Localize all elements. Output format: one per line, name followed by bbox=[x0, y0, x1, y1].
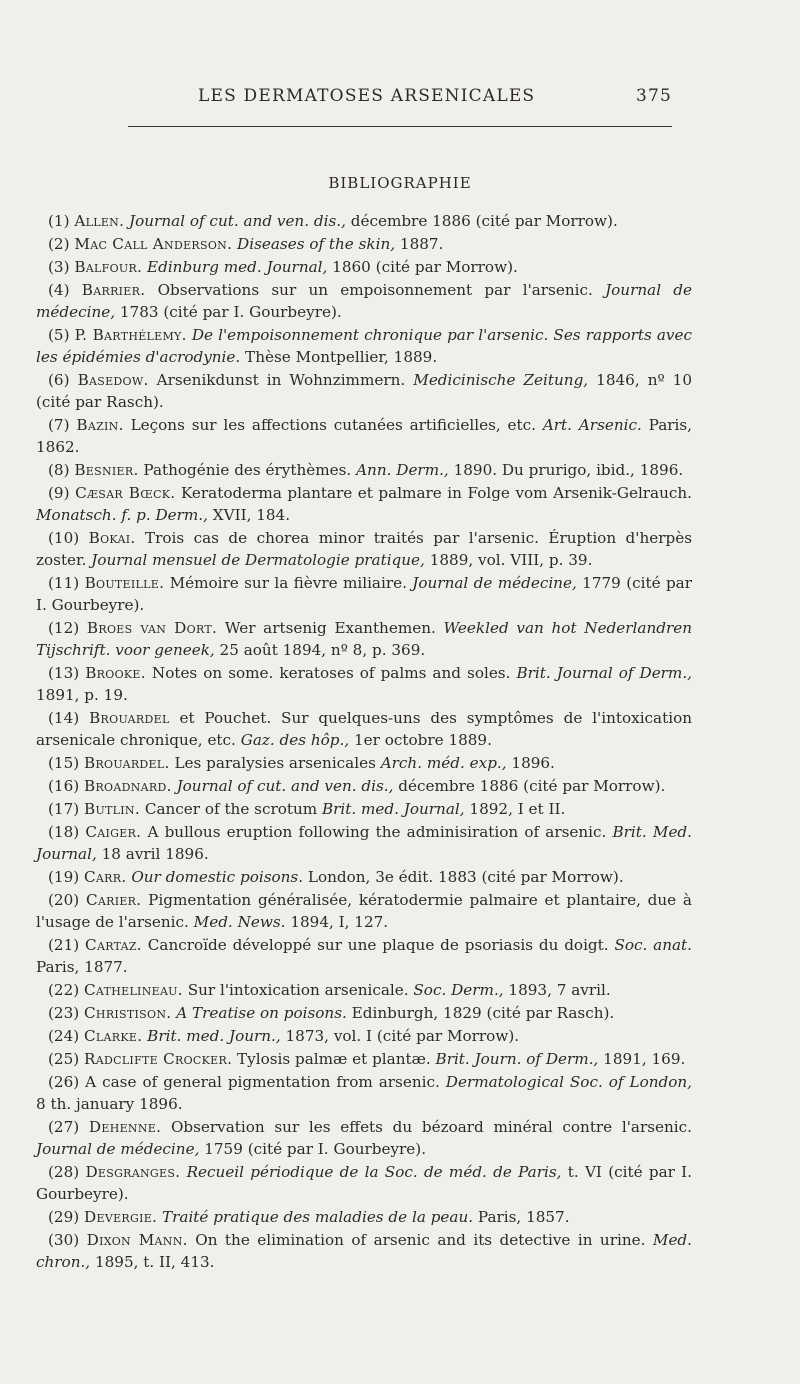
entry-author: Desgranges. bbox=[85, 1163, 181, 1181]
entry-text: Trois cas de chorea minor traités par l'arsenic. Éruption d'herpès zoster. bbox=[36, 529, 692, 569]
entry-details: 1er octobre 1889. bbox=[349, 731, 492, 749]
bibliography-entry bbox=[36, 889, 692, 933]
entry-text: Sur l'intoxication arsenicale. bbox=[182, 981, 414, 999]
bibliography-entry bbox=[36, 527, 692, 571]
entry-text: On the elimination of arsenic and its detective in urine. bbox=[187, 1231, 653, 1249]
entry-source: Journal de médecine, bbox=[36, 1140, 200, 1158]
entry-details: 1891, p. 19. bbox=[36, 686, 128, 704]
entry-text: Observation sur les effets du bézoard minéral contre l'arsenic. bbox=[161, 1118, 692, 1136]
entry-details: 1896. bbox=[506, 754, 555, 772]
entry-text: et Pouchet. Sur quelques-uns des symptômes de l'intoxication arsenicale chronique, etc. bbox=[36, 709, 692, 749]
entry-number: (5) bbox=[48, 326, 75, 344]
entry-author: Dixon Mann. bbox=[86, 1231, 188, 1249]
entry-source: Arch. méd. exp., bbox=[380, 754, 507, 772]
bibliography-entry bbox=[36, 617, 692, 661]
bibliography-entry bbox=[36, 1206, 692, 1228]
bibliography-entry bbox=[36, 752, 692, 774]
entry-details: 1887. bbox=[395, 235, 444, 253]
entry-details: Paris, 1862. bbox=[36, 416, 693, 456]
entry-source: Dermatological Soc. of London, bbox=[445, 1073, 693, 1091]
entry-author: Brouardel. bbox=[84, 754, 170, 772]
header-rule bbox=[128, 126, 672, 127]
page-number: 375 bbox=[635, 86, 672, 106]
entry-source: Brit. med. Journ., bbox=[147, 1027, 281, 1045]
bibliography-entry bbox=[36, 1048, 692, 1070]
entry-details: London, 3e édit. 1883 (cité par Morrow). bbox=[303, 868, 624, 886]
bibliography-entry bbox=[36, 798, 692, 820]
entry-details: 8 th. january 1896. bbox=[36, 1095, 183, 1113]
entry-text: A case of general pigmentation from arsenic. bbox=[85, 1073, 446, 1091]
bibliography-entry bbox=[36, 482, 692, 526]
entry-author: Bokai. bbox=[88, 529, 136, 547]
entry-text: Observations sur un empoisonnement par l'arsenic. bbox=[145, 281, 606, 299]
entry-text: Wer artsenig Exanthemen. bbox=[217, 619, 444, 637]
entry-details: Thèse Montpellier, 1889. bbox=[240, 348, 438, 366]
entry-author: Brouardel bbox=[89, 709, 170, 727]
entry-source: Brit. Journ. of Derm., bbox=[435, 1050, 599, 1068]
bibliography-entry bbox=[36, 256, 692, 278]
entry-number: (18) bbox=[48, 823, 86, 841]
entry-author: Cartaz. bbox=[85, 936, 142, 954]
entry-author: Caiger. bbox=[85, 823, 142, 841]
entry-details: 18 avril 1896. bbox=[96, 845, 209, 863]
entry-author: Devergie. bbox=[84, 1208, 158, 1226]
entry-number: (19) bbox=[48, 868, 85, 886]
running-header bbox=[198, 86, 672, 106]
entry-author: Mac Call Anderson. bbox=[74, 235, 233, 253]
entry-number: (8) bbox=[48, 461, 75, 479]
bibliography-entry bbox=[36, 572, 692, 616]
entry-text: Pigmentation généralisée, kératodermie palmaire et plantaire, due à l'usage de l'arsenic. bbox=[36, 891, 692, 931]
bibliography-entry bbox=[36, 979, 692, 1001]
entry-author: Barrier. bbox=[81, 281, 146, 299]
bibliography-entry bbox=[36, 775, 692, 797]
bibliography-entry bbox=[36, 279, 692, 323]
bibliography-entry bbox=[36, 1002, 692, 1024]
entry-details: Paris, 1877. bbox=[36, 958, 128, 976]
entry-text: Leçons sur les affections cutanées artificielles, etc. bbox=[123, 416, 543, 434]
entry-number: (30) bbox=[48, 1231, 87, 1249]
entry-author: Basedow. bbox=[77, 371, 149, 389]
entry-text: Keratoderma plantare et palmare in Folge vom Arsenik-Gelrauch. bbox=[175, 484, 693, 502]
entry-number: (11) bbox=[48, 574, 85, 592]
entry-details: 1892, I et II. bbox=[464, 800, 566, 818]
entry-number: (13) bbox=[48, 664, 86, 682]
entry-author: Broadnard. bbox=[84, 777, 172, 795]
entry-number: (2) bbox=[48, 235, 75, 253]
entry-number: (7) bbox=[48, 416, 77, 434]
bibliography-entry bbox=[36, 1025, 692, 1047]
entry-author: Cæsar Bœck. bbox=[75, 484, 176, 502]
entry-source: Edinburg med. Journal, bbox=[147, 258, 328, 276]
entry-author: Besnier. bbox=[74, 461, 139, 479]
bibliography-entry bbox=[36, 866, 692, 888]
entry-source: Med. chron., bbox=[36, 1231, 692, 1271]
bibliography-entry bbox=[36, 707, 692, 751]
entry-number: (28) bbox=[48, 1163, 86, 1181]
entry-source: Diseases of the skin, bbox=[237, 235, 396, 253]
entry-details: 1895, t. II, 413. bbox=[90, 1253, 215, 1271]
entry-number: (6) bbox=[48, 371, 78, 389]
bibliography-entry bbox=[36, 324, 692, 368]
entry-number: (3) bbox=[48, 258, 75, 276]
entry-text: Cancroïde développé sur une plaque de psoriasis du doigt. bbox=[141, 936, 615, 954]
entry-text: Notes on some. keratoses of palms and soles. bbox=[145, 664, 517, 682]
entry-number: (12) bbox=[48, 619, 87, 637]
entry-source: Recueil périodique de la Soc. de méd. de Paris, bbox=[186, 1163, 562, 1181]
entry-details: XVII, 184. bbox=[207, 506, 291, 524]
entry-author: Butlin. bbox=[84, 800, 140, 818]
bibliography-entry bbox=[36, 821, 692, 865]
entry-author: Broes van Dort. bbox=[86, 619, 218, 637]
bibliography-entry bbox=[36, 233, 692, 255]
entry-source: Soc. anat. bbox=[614, 936, 692, 954]
entry-number: (22) bbox=[48, 981, 85, 999]
entry-details: 25 août 1894, nº 8, p. 369. bbox=[214, 641, 426, 659]
entry-number: (10) bbox=[48, 529, 89, 547]
entry-text: Cancer of the scrotum bbox=[140, 800, 322, 818]
entry-source: Medicinische Zeitung, bbox=[413, 371, 589, 389]
bibliography-entry bbox=[36, 1229, 692, 1273]
entry-details: 1759 (cité par I. Gourbeyre). bbox=[199, 1140, 427, 1158]
entry-source: Brit. Med. Journal, bbox=[36, 823, 692, 863]
bibliography-entry bbox=[36, 459, 692, 481]
entry-details: 1889, vol. VIII, p. 39. bbox=[424, 551, 593, 569]
entry-source: Brit. med. Journal, bbox=[321, 800, 465, 818]
entry-author: Dehenne. bbox=[88, 1118, 162, 1136]
section-title: BIBLIOGRAPHIE bbox=[328, 174, 472, 192]
entry-number: (21) bbox=[48, 936, 86, 954]
entry-text: Tylosis palmæ et plantæ. bbox=[232, 1050, 436, 1068]
entry-details: 1894, I, 127. bbox=[285, 913, 389, 931]
entry-text: Pathogénie des érythèmes. bbox=[138, 461, 357, 479]
bibliography-entry bbox=[36, 1116, 692, 1160]
entry-source: Art. Arsenic. bbox=[542, 416, 642, 434]
entry-number: (9) bbox=[48, 484, 76, 502]
bibliography-entry bbox=[36, 934, 692, 978]
entry-source: Brit. Journal of Derm., bbox=[516, 664, 692, 682]
entry-text: A bullous eruption following the adminisiration of arsenic. bbox=[141, 823, 613, 841]
entry-number: (24) bbox=[48, 1027, 85, 1045]
bibliography-list bbox=[36, 210, 692, 1274]
entry-source: Soc. Derm., bbox=[413, 981, 504, 999]
entry-number: (14) bbox=[48, 709, 90, 727]
bibliography-entry bbox=[36, 1161, 692, 1205]
entry-source: Journal de médecine, bbox=[412, 574, 577, 592]
entry-details: 1893, 7 avril. bbox=[503, 981, 611, 999]
entry-source: Gaz. des hôp., bbox=[240, 731, 350, 749]
entry-details: Edinburgh, 1829 (cité par Rasch). bbox=[346, 1004, 615, 1022]
entry-author: Radclifte Crocker. bbox=[84, 1050, 233, 1068]
entry-author: Carr. bbox=[84, 868, 127, 886]
entry-author: Bouteille. bbox=[84, 574, 165, 592]
entry-source: Journal of cut. and ven. dis., bbox=[176, 777, 394, 795]
entry-number: (29) bbox=[48, 1208, 85, 1226]
entry-number: (25) bbox=[48, 1050, 85, 1068]
entry-number: (1) bbox=[48, 212, 75, 230]
entry-author: Christison. bbox=[84, 1004, 172, 1022]
entry-details: décembre 1886 (cité par Morrow). bbox=[345, 212, 618, 230]
entry-source: Monatsch. f. p. Derm., bbox=[36, 506, 208, 524]
entry-source: Ann. Derm., bbox=[356, 461, 449, 479]
entry-source: Journal de médecine, bbox=[36, 281, 693, 321]
entry-number: (23) bbox=[48, 1004, 85, 1022]
entry-author: Bazin. bbox=[76, 416, 124, 434]
bibliography-entry bbox=[36, 210, 692, 232]
entry-details: 1783 (cité par I. Gourbeyre). bbox=[115, 303, 342, 321]
entry-number: (20) bbox=[48, 891, 86, 909]
entry-author: Allen. bbox=[74, 212, 125, 230]
entry-details: décembre 1886 (cité par Morrow). bbox=[393, 777, 666, 795]
entry-details: 1860 (cité par Morrow). bbox=[327, 258, 518, 276]
entry-author: Carier. bbox=[85, 891, 142, 909]
entry-source: A Treatise on poisons. bbox=[176, 1004, 347, 1022]
bibliography-entry bbox=[36, 1071, 692, 1115]
entry-author: P. Barthélemy. bbox=[74, 326, 187, 344]
bibliography-entry bbox=[36, 414, 692, 458]
entry-number: (27) bbox=[48, 1118, 89, 1136]
entry-number: (17) bbox=[48, 800, 85, 818]
entry-text: Arsenikdunst in Wohnzimmern. bbox=[148, 371, 414, 389]
entry-text: Mémoire sur la fièvre miliaire. bbox=[164, 574, 413, 592]
entry-number: (15) bbox=[48, 754, 85, 772]
entry-details: 1846, nº 10 (cité par Rasch). bbox=[36, 371, 692, 411]
entry-source: Med. News. bbox=[193, 913, 286, 931]
running-title: LES DERMATOSES ARSENICALES bbox=[198, 86, 536, 106]
entry-source: Weekled van hot Nederlandren Tijschrift. voor geneek, bbox=[36, 619, 692, 659]
entry-details: 1890. Du prurigo, ibid., 1896. bbox=[448, 461, 684, 479]
entry-details: 1873, vol. I (cité par Morrow). bbox=[280, 1027, 520, 1045]
entry-source: De l'empoisonnement chronique par l'arsenic. Ses rapports avec les épidémies d'acrodynie. bbox=[36, 326, 693, 366]
entry-number: (4) bbox=[48, 281, 82, 299]
entry-details: 1891, 169. bbox=[598, 1050, 686, 1068]
entry-author: Cathelineau. bbox=[84, 981, 183, 999]
entry-source: Journal mensuel de Dermatologie pratique, bbox=[91, 551, 425, 569]
entry-details: Paris, 1857. bbox=[473, 1208, 570, 1226]
entry-author: Clarke. bbox=[84, 1027, 143, 1045]
entry-source: Our domestic poisons. bbox=[131, 868, 304, 886]
entry-author: Brooke. bbox=[85, 664, 146, 682]
entry-number: (26) bbox=[48, 1073, 86, 1091]
entry-source: Traité pratique des maladies de la peau. bbox=[162, 1208, 474, 1226]
entry-details: t. VI (cité par I. Gourbeyre). bbox=[36, 1163, 692, 1203]
entry-author: Balfour. bbox=[74, 258, 143, 276]
bibliography-entry bbox=[36, 369, 692, 413]
entry-text: Les paralysies arsenicales bbox=[169, 754, 381, 772]
entry-number: (16) bbox=[48, 777, 85, 795]
bibliography-entry bbox=[36, 662, 692, 706]
entry-source: Journal of cut. and ven. dis., bbox=[129, 212, 346, 230]
entry-details: 1779 (cité par I. Gourbeyre). bbox=[36, 574, 692, 614]
